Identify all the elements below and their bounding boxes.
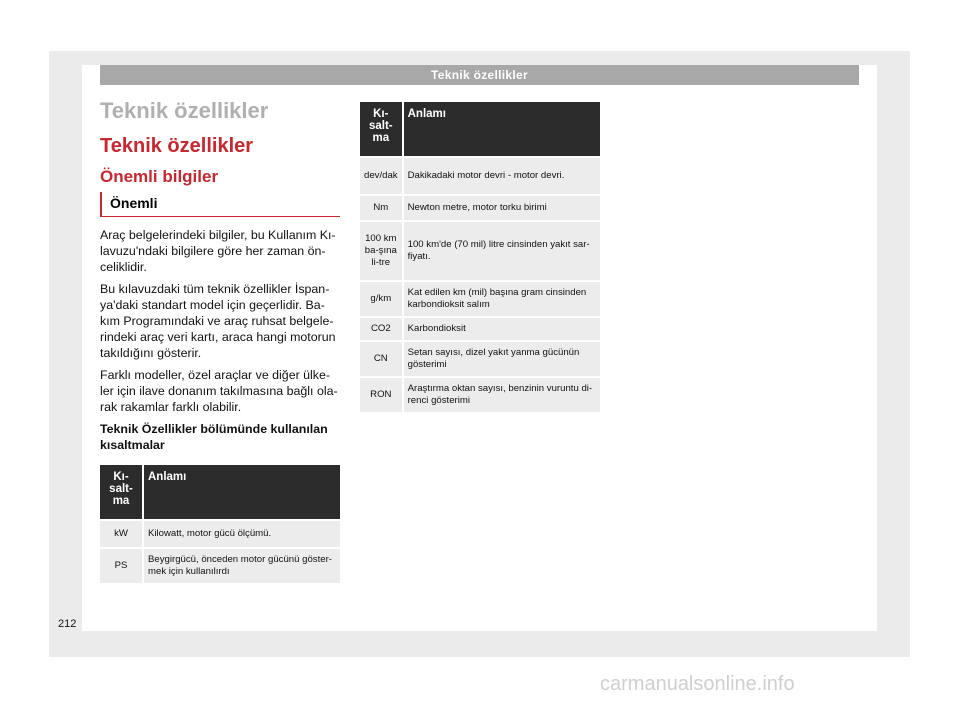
abbreviations-table-left xyxy=(100,463,340,585)
paragraph-1: Araç belgelerindeki bilgiler, bu Kullanım Kı-lavuzu'ndaki bilgilere göre her zaman ön-celiklidir. xyxy=(100,228,336,274)
cell-meaning: Beygirgücü, önceden motor gücünü göster-mek için kullanılırdı xyxy=(144,549,340,583)
table-row xyxy=(360,282,600,316)
abbreviations-title: Teknik Özellikler bölümünde kullanılan kısaltmalar xyxy=(100,422,328,452)
left-column xyxy=(100,98,340,585)
table-row xyxy=(360,196,600,220)
table-row xyxy=(100,521,340,547)
cell-abbreviation: dev/dak xyxy=(360,158,404,194)
cell-meaning: Newton metre, motor torku birimi xyxy=(404,196,600,220)
paragraph-3: Farklı modeller, özel araçlar ve diğer ülke-ler için ilave donanım takılmasına bağlı ola-rak rakamlar farklı olabilir. xyxy=(100,368,338,414)
right-column xyxy=(360,100,600,414)
heading-subsection: Önemli bilgiler xyxy=(100,167,219,186)
table-header-row xyxy=(100,465,340,519)
cell-meaning: Karbondioksit xyxy=(404,318,600,340)
cell-abbreviation: CO2 xyxy=(360,318,404,340)
table-row xyxy=(360,342,600,376)
abbreviations-table-right xyxy=(360,100,600,414)
page-header: Teknik özellikler xyxy=(100,65,859,85)
cell-meaning: Araştırma oktan sayısı, benzinin vuruntu di-renci gösterimi xyxy=(404,378,600,412)
heading-main: Teknik özellikler xyxy=(100,98,269,123)
cell-abbreviation: RON xyxy=(360,378,404,412)
cell-meaning: Setan sayısı, dizel yakıt yanma gücünün gösterimi xyxy=(404,342,600,376)
header-abbreviation: Kı-salt-ma xyxy=(100,465,144,519)
table-row xyxy=(360,222,600,280)
notice-label: Önemli xyxy=(100,192,340,217)
cell-abbreviation: Nm xyxy=(360,196,404,220)
table-row xyxy=(360,318,600,340)
header-abbreviation: Kı-salt-ma xyxy=(360,102,404,156)
table-row xyxy=(360,158,600,194)
cell-abbreviation: 100 km ba-şına li-tre xyxy=(360,222,404,280)
page-number: 212 xyxy=(58,618,77,630)
cell-meaning: Kilowatt, motor gücü ölçümü. xyxy=(144,521,340,547)
cell-abbreviation: kW xyxy=(100,521,144,547)
paragraph-2: Bu kılavuzdaki tüm teknik özellikler İspan-ya'daki standart model için geçerlidir. Ba-kım Programındaki ve araç ruhsat belgele-rindeki araç veri kartı, araca hangi motorun takıldığını gösterir. xyxy=(100,282,336,360)
cell-abbreviation: PS xyxy=(100,549,144,583)
header-meaning: Anlamı xyxy=(404,102,600,156)
cell-meaning: Kat edilen km (mil) başına gram cinsinden karbondioksit salım xyxy=(404,282,600,316)
watermark: carmanualsonline.info xyxy=(600,673,795,695)
header-meaning: Anlamı xyxy=(144,465,340,519)
table-row xyxy=(100,549,340,583)
cell-meaning: Dakikadaki motor devri - motor devri. xyxy=(404,158,600,194)
cell-abbreviation: CN xyxy=(360,342,404,376)
table-header-row xyxy=(360,102,600,156)
heading-section: Teknik özellikler xyxy=(100,135,254,157)
table-row xyxy=(360,378,600,412)
cell-meaning: 100 km'de (70 mil) litre cinsinden yakıt sar-fiyatı. xyxy=(404,222,600,280)
cell-abbreviation: g/km xyxy=(360,282,404,316)
